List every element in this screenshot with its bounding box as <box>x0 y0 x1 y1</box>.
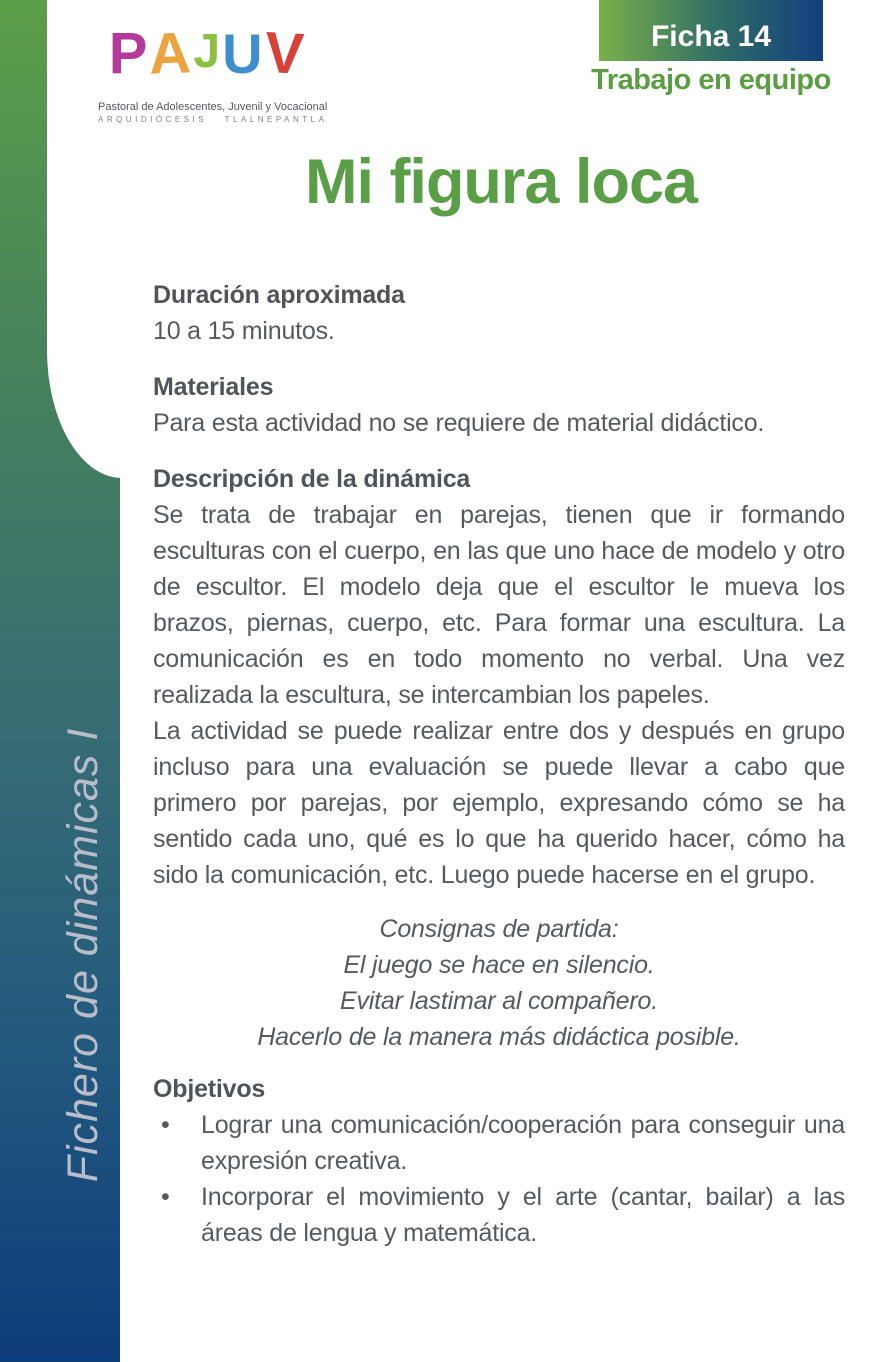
section-descripcion <box>153 461 845 893</box>
ficha-number-label: Ficha 14 <box>650 20 772 53</box>
logo-letter-j: J <box>193 25 223 78</box>
consignas-line-2: El juego se hace en silencio. <box>343 951 655 979</box>
logo-letter-u: U <box>222 22 265 85</box>
consignas-line-4: Hacerlo de la manera más didáctica posible. <box>257 1023 741 1051</box>
materiales-body: Para esta actividad no se requiere de material didáctico. <box>153 409 765 437</box>
consignas-line-3: Evitar lastimar al compañero. <box>340 987 658 1015</box>
descripcion-paragraph-1: Se trata de trabajar en parejas, tienen que ir formando esculturas con el cuerpo, en las que uno hace de modelo y otro de escultor. El modelo deja que el escultor le mueva los brazos, piernas, cuerpo, etc. Para formar una escultura. La comunicación es en todo momento no verbal. Una vez realizada la escultura, se intercambian los papeles. <box>153 501 845 709</box>
section-materiales <box>153 369 845 441</box>
descripcion-heading: Descripción de la dinámica <box>153 465 471 493</box>
ficha-number-banner <box>599 0 823 61</box>
materiales-heading: Materiales <box>153 373 274 401</box>
consignas-line-1: Consignas de partida: <box>379 915 619 943</box>
logo-caption-line2: ARQUIDIÓCESIS TLALNEPANTLA <box>98 115 328 124</box>
duracion-body: 10 a 15 minutos. <box>153 317 335 345</box>
bullet-icon: • <box>161 1111 170 1139</box>
objetivo-item-1 <box>153 1107 845 1179</box>
duracion-heading: Duración aproximada <box>153 281 405 309</box>
objetivo-item-2 <box>153 1179 845 1251</box>
logo-letter-p: P <box>108 21 150 86</box>
pajuv-logo-letters <box>98 19 316 99</box>
section-duracion <box>153 277 845 349</box>
pajuv-logo <box>98 19 328 124</box>
objetivo-item-1-text: Lograr una comunicación/cooperación para conseguir una expresión creativa. <box>201 1111 845 1175</box>
sidebar-vertical-label: Fichero de dinámicas I <box>59 727 107 1183</box>
page-title: Mi figura loca <box>304 147 698 217</box>
category-label: Trabajo en equipo <box>591 64 831 96</box>
logo-caption-line1: Pastoral de Adolescentes, Juvenil y Vocacional <box>98 101 328 113</box>
objetivo-item-2-text: Incorporar el movimiento y el arte (cantar, bailar) a las áreas de lengua y matemática. <box>201 1183 845 1247</box>
logo-letter-v: V <box>262 19 307 88</box>
objetivos-heading: Objetivos <box>153 1075 266 1103</box>
descripcion-paragraph-2: La actividad se puede realizar entre dos y después en grupo incluso para una evaluación se puede llevar a cabo que primero por parejas, por ejemplo, expresando cómo se ha sentido cada uno, qué es lo que ha querido hacer, cómo ha sido la comunicación, etc. Luego puede hacerse en el grupo. <box>153 717 845 889</box>
section-objetivos <box>153 1071 845 1251</box>
logo-letter-a: A <box>148 20 195 87</box>
content-area <box>153 277 845 1271</box>
section-consignas <box>153 911 845 1055</box>
bullet-icon: • <box>161 1183 170 1211</box>
